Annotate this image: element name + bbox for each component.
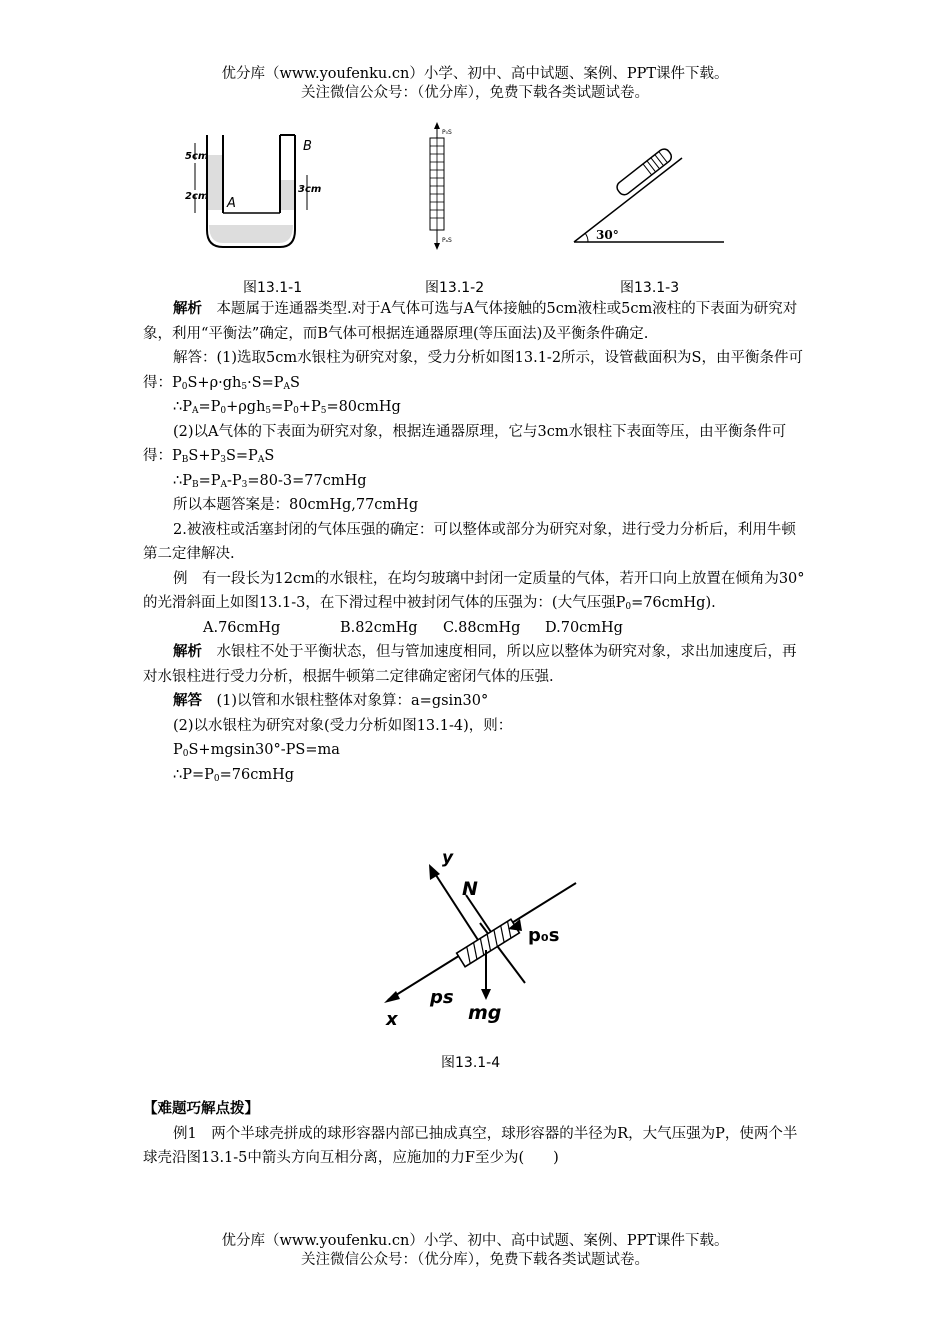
label-3cm: 3cm — [298, 184, 322, 195]
figure-u-tube — [185, 125, 325, 260]
example-options — [143, 616, 807, 641]
section-3-text: 例1 两个半球壳拼成的球形容器内部已抽成真空，球形容器的半径为R，大气压强为P，使两个半球壳沿图13.1-5中箭头方向互相分离，应施加的力F至少为( ) — [143, 1125, 798, 1166]
section-2-text: 2.被液柱或活塞封闭的气体压强的确定：可以整体或部分为研究对象，进行受力分析后，利用牛顿第二定律解决. — [143, 521, 796, 562]
label-30deg: 30° — [596, 228, 619, 242]
analysis-1-head: 解析 — [173, 300, 202, 317]
solution-1-line-1: 解答：(1)选取5cm水银柱为研究对象，受力分析如图13.1-2所示，设管截面积为S，由平衡条件可得：$P_0S+\rho\cdot gh_5\cdot S=P_AS$ — [143, 350, 803, 392]
header-line-1: 优分库（www.youfenku.cn）小学、初中、高中试题、案例、PPT课件下载。 — [221, 66, 729, 82]
analysis-2-head: 解析 — [173, 643, 202, 660]
caption-fig-13-1-3: 图13.1-3 — [620, 280, 680, 296]
page-header — [0, 65, 950, 103]
analysis-1-text: 本题属于连通器类型.对于A气体可选与A气体接触的5cm液柱或5cm液柱的下表面为研究对象，利用“平衡法”确定，而B气体可根据连通器原理(等压面法)及平衡条件确定. — [143, 301, 798, 342]
footer-line-2: 关注微信公众号：（优分库），免费下载各类试题试卷。 — [301, 1252, 649, 1268]
label-2cm: 2cm — [185, 191, 209, 202]
label-b: B — [303, 139, 312, 154]
label-a: A — [227, 196, 236, 211]
label-p0s: p₀s — [528, 925, 560, 946]
solution-2-line-3: $P_0S+mgsin30^\circ-PS=ma$ — [173, 742, 340, 759]
label-5cm: 5cm — [185, 151, 209, 162]
label-mg: mg — [468, 1002, 502, 1024]
option-a: A.76cmHg — [203, 619, 281, 636]
solution-1-line-5: 所以本题答案是：80cmHg,77cmHg — [173, 497, 419, 513]
label-p0s: P₀S — [442, 129, 452, 136]
solution-1-line-3: (2)以A气体的下表面为研究对象，根据连通器原理，它与3cm水银柱下表面等压，由平衡条件可得：$P_BS+P_3S=P_AS$ — [143, 423, 787, 465]
figure-mercury-column — [420, 122, 480, 252]
label-y: y — [442, 848, 454, 868]
option-d: D.70cmHg — [545, 619, 623, 636]
text-block-2 — [143, 1097, 807, 1171]
caption-fig-13-1-1: 图13.1-1 — [243, 280, 303, 296]
option-b: B.82cmHg — [340, 619, 418, 636]
solution-1-line-2: $\therefore P_A=P_0+\rho gh_5=P_0+P_5=80cmHg$ — [173, 399, 401, 416]
solution-2-line-1: 解答 (1)以管和水银柱整体对象算：a=gsin30° — [173, 692, 489, 709]
analysis-2 — [143, 640, 807, 689]
example-text: 例 有一段长为12cm的水银柱，在均匀玻璃中封闭一定质量的气体，若开口向上放置在倾角为30°的光滑斜面上如图13.1-3，在下滑过程中被封闭气体的压强为：(大气压强$P_0=76cmHg$). — [143, 570, 805, 612]
caption-fig-13-1-2: 图13.1-2 — [425, 280, 485, 296]
label-n: N — [462, 878, 478, 900]
footer-line-1: 优分库（www.youfenku.cn）小学、初中、高中试题、案例、PPT课件下载。 — [221, 1233, 729, 1249]
label-x: x — [386, 1009, 398, 1030]
analysis-2-text: 水银柱不处于平衡状态，但与管加速度相同，所以应以整体为研究对象，求出加速度后，再对水银柱进行受力分析，根据牛顿第二定律确定密闭气体的压强. — [143, 644, 797, 685]
option-c: C.88cmHg — [443, 619, 521, 636]
solution-2-line-2: (2)以水银柱为研究对象(受力分析如图13.1-4)，则： — [173, 717, 513, 734]
caption-fig-13-1-4: 图13.1-4 — [441, 1055, 501, 1071]
page-footer — [0, 1232, 950, 1270]
figure-force-diagram — [380, 845, 590, 1030]
label-pas: PₐS — [442, 237, 452, 244]
solution-1-line-4: $\therefore P_B=P_A-P_3=80-3=77cmHg$ — [173, 472, 367, 490]
header-line-2: 关注微信公众号：（优分库），免费下载各类试题试卷。 — [301, 85, 649, 101]
label-ps: ps — [430, 987, 454, 1008]
section-3-title: 【难题巧解点拨】 — [143, 1100, 259, 1117]
figure-incline — [572, 128, 727, 246]
solution-2-line-4: $\therefore P=P_0=76cmHg$ — [173, 766, 295, 784]
text-block-1 — [143, 297, 807, 787]
analysis-1 — [143, 297, 807, 346]
